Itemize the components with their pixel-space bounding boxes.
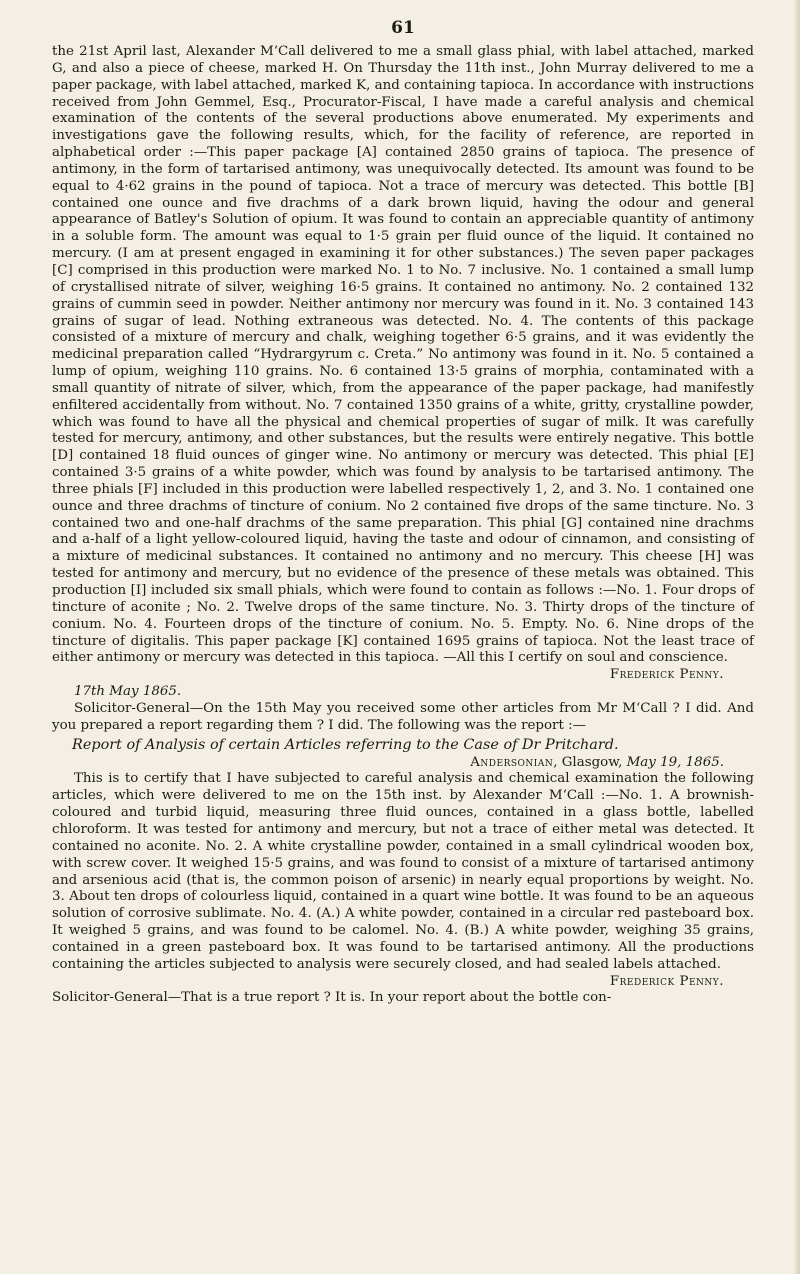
address-date: May 19, 1865. — [626, 754, 724, 770]
report-date: 17th May 1865. — [74, 684, 182, 700]
second-report-paragraph: This is to certify that I have subjected to careful analysis and chemical examination the following articles, which were delivered to me on the 15th inst. by Alexander M‘Call :—No. 1. A brownish-coloured and turbid liquid, measuring three fluid ounces, contained in a glass bottle, labelled chloroform. It was tested for antimony and mercury, but not a trace of either metal was detected. It contained no aconite. No. 2. A white crystalline powder, contained in a small cylindrical wooden box, with screw cover. It weighed 15·5 grains, and was found to consist of a mixture of tartarised antimony and arsenious acid (that is, the common poison of arsenic) in nearly equal proportions by weight. No. 3. About ten drops of colourless liquid, contained in a quart wine bottle. It was found to be an aqueous solution of corrosive sublimate. No. 4. (A.) A white powder, contained in a circular red pasteboard box. It weighed 5 grains, and was found to be calomel. No. 4. (B.) A white powder, weighing 35 grains, contained in a green pasteboard box. It was found to be tartarised antimony. All the productions containing the articles subjected to analysis were securely closed, and had sealed labels attached. — [52, 771, 754, 972]
analysis-report-paragraph: the 21st April last, Alexander M‘Call delivered to me a small glass phial, with label attached, marked G, and also a piece of cheese, marked H. On Thursday the 11th inst., John Murray delivered to me a paper package, with label attached, marked K, and containing tapioca. In accordance with instructions received from John Gemmel, Esq., Procurator-Fiscal, I have made a careful analysis and chemical examination of the contents of the several productions above enumerated. My experiments and investigations gave the following results, which, for the facility of reference, are reported in alphabetical order :—This paper package [A] contained 2850 grains of tapioca. The presence of antimony, in the form of tartarised antimony, was unequivocally detected. Its amount was found to be equal to 4·62 grains in the pound of tapioca. Not a trace of mercury was detected. This bottle [B] contained one ounce and five drachms of a dark brown liquid, having the odour and general appearance of Batley's Solution of opium. It was found to contain an appreciable quantity of antimony in a soluble form. The amount was equal to 1·5 grain per fluid ounce of the liquid. It contained no mercury. (I am at present engaged in examining it for other substances.) The seven paper packages [C] comprised in this production were marked No. 1 to No. 7 inclusive. No. 1 contained a small lump of crystallised nitrate of silver, weighing 16·5 grains. It contained no antimony. No. 2 contained 132 grains of cummin seed in powder. Neither antimony nor mercury was found in it. No. 3 contained 143 grains of sugar of lead. Nothing extraneous was detected. No. 4. The contents of this package consisted of a mixture of mercury and chalk, weighing together 6·5 grains, and it was evidently the medicinal preparation called “Hydrargyrum c. Creta.” No antimony was found in it. No. 5 contained a lump of opium, weighing 110 grains. No. 6 contained 13·5 grains of morphia, contaminated with a small quantity of nitrate of silver, which, from the appearance of the paper package, had manifestly enfiltered accidentally from without. No. 7 contained 1350 grains of a white, gritty, crystalline powder, which was found to have all the physical and chemical properties of sugar of milk. It was carefully tested for mercury, antimony, and other substances, but the results were entirely negative. This bottle [D] contained 18 fluid ounces of ginger wine. No antimony or mercury was detected. This phial [E] contained 3·5 grains of a white powder, which was found by analysis to be tartarised antimony. The three phials [F] included in this production were labelled respectively 1, 2, and 3. No. 1 contained one ounce and three drachms of tincture of conium. No 2 contained five drops of the same tincture. No. 3 contained two and one-half drachms of the same preparation. This phial [G] contained nine drachms and a-half of a light yellow-coloured liquid, having the taste and odour of cinnamon, and consisting of a mixture of medicinal substances. It contained no antimony and no mercury. This cheese [H] was tested for antimony and mercury, but no evidence of the presence of these metals was obtained. This production [I] included six small phials, which were found to contain as follows :—No. 1. Four drops of tincture of aconite ; No. 2. Twelve drops of the same tincture. No. 3. Thirty drops of the tincture of conium. No. 4. Fourteen drops of the tincture of conium. No. 5. Empty. No. 6. Nine drops of the tincture of digitalis. This paper package [K] contained 1695 grains of tapioca. Not the least trace of either antimony or mercury was detected in this tapioca. —All this I certify on soul and conscience. — [52, 44, 754, 666]
report-heading: Report of Analysis of certain Articles referring to the Case of Dr Pritchard. — [72, 736, 619, 753]
signature-frederick-penny: Frederick Penny. — [609, 667, 724, 683]
report-address — [52, 755, 724, 772]
page-number: 61 — [391, 18, 415, 38]
page-edge-shadow — [794, 0, 800, 1274]
testimony-paragraph: Solicitor-General—On the 15th May you received some other articles from Mr M‘Call ? I did. And you prepared a report regarding them ? I did. The following was the report :— — [52, 700, 754, 733]
address-city: , Glasgow, — [553, 754, 627, 770]
address-place: Andersonian — [470, 754, 554, 770]
closing-testimony-paragraph: Solicitor-General—That is a true report ? It is. In your report about the bottle con- — [52, 990, 612, 1006]
signature-frederick-penny-2: Frederick Penny. — [609, 973, 724, 989]
